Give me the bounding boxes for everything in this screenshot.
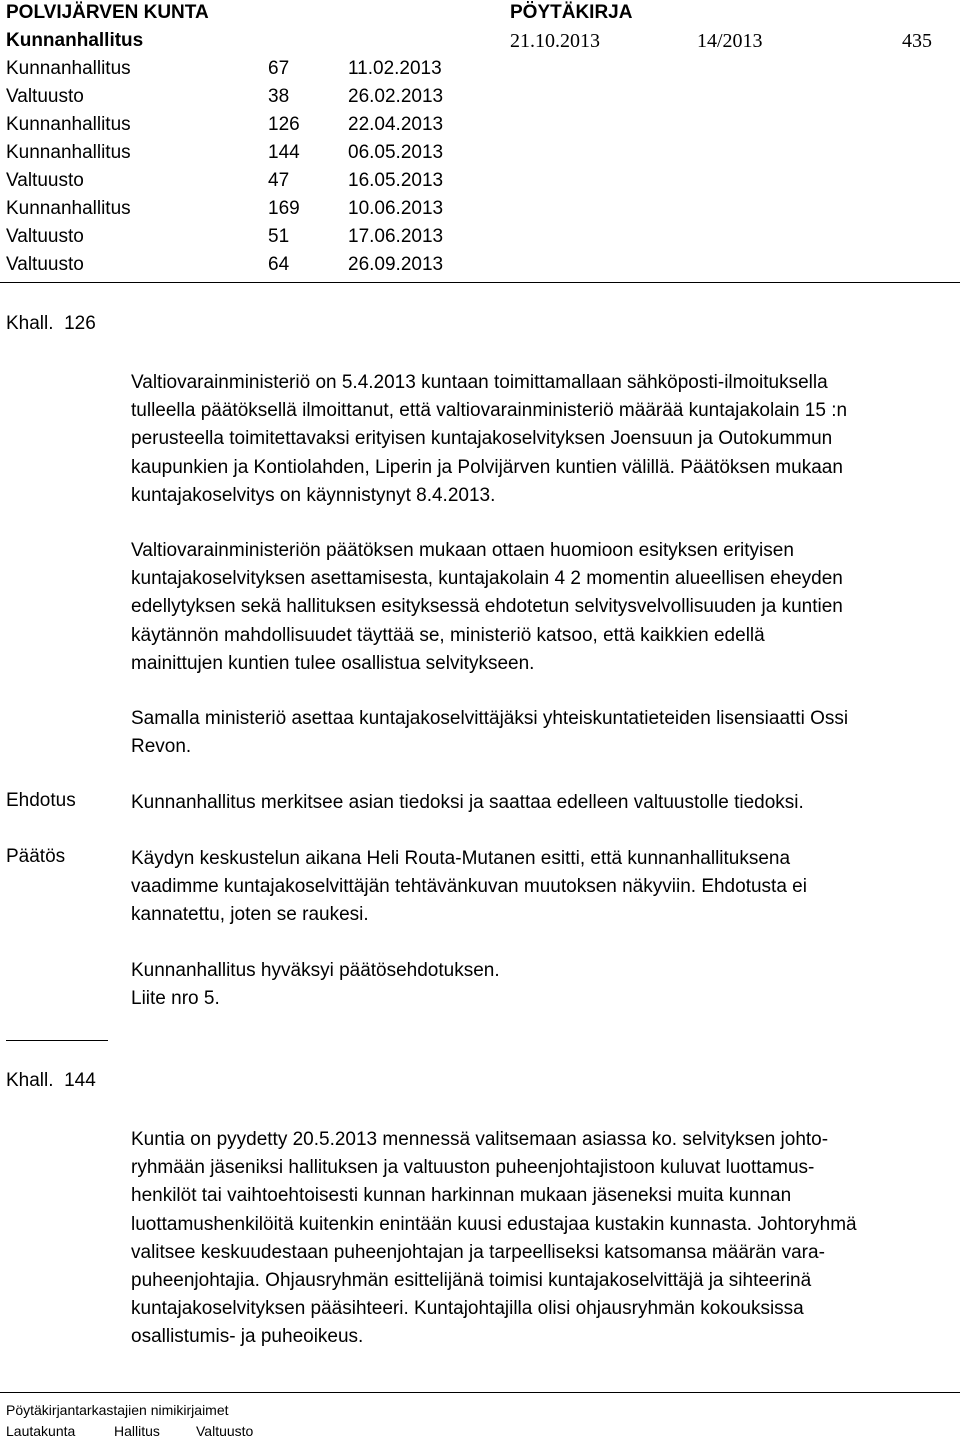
text-line: Valtiovarainministeriö on 5.4.2013 kuntaan toimittamallaan sähköposti-ilmoituksella: [131, 372, 828, 393]
text-line: kuntajakoselvityksen asettamisesta, kuntajakolain 4 2 momentin alueellisen eheyden: [131, 568, 843, 590]
ehdotus-label: Ehdotus: [6, 790, 76, 811]
history-section: 51: [268, 226, 290, 247]
text-line: luottamushenkilöitä kuitenkin enintään kuusi edustajaa kustakin kunnasta. Johtoryhmä: [131, 1213, 857, 1235]
text-line: henkilöt tai vaihtoehtoisesti kunnan harkinnan mukaan jäseneksi muita kunnan: [131, 1185, 792, 1207]
text-line: kaupunkien ja Kontiolahden, Liperin ja Polvijärven kuntien välillä. Päätöksen mukaan: [131, 456, 843, 478]
ehdotus-text: [131, 789, 951, 817]
paatos-label: Päätös: [6, 846, 66, 867]
body-name: Kunnanhallitus: [6, 30, 144, 51]
history-section: 169: [268, 198, 300, 219]
history-section: 67: [268, 58, 290, 79]
history-date: 26.09.2013: [348, 254, 444, 275]
history-organ: Valtuusto: [6, 226, 84, 247]
text-line: Samalla ministeriö asettaa kuntajakoselvittäjäksi yhteiskuntatieteiden lisensiaatti Ossi: [131, 708, 849, 729]
paragraph-126-2: [131, 537, 951, 678]
text-line: Liite nro 5.: [131, 988, 220, 1010]
footer-title: Pöytäkirjantarkastajien nimikirjaimet: [6, 1402, 229, 1418]
header-divider: [0, 282, 960, 283]
text-line: Revon.: [131, 736, 192, 758]
history-organ: Kunnanhallitus: [6, 58, 131, 79]
text-line: perusteella toimitettavaksi erityisen kuntajakoselvityksen Joensuun ja Outokummun: [131, 428, 833, 450]
meeting-date: 21.10.2013: [510, 30, 600, 52]
text-line: Valtiovarainministeriön päätöksen mukaan ottaen huomioon esityksen erityisen: [131, 540, 794, 561]
history-section: 126: [268, 114, 300, 135]
footer-divider: [0, 1392, 960, 1393]
history-date: 16.05.2013: [348, 170, 444, 191]
text-line: kannatettu, joten se raukesi.: [131, 904, 369, 926]
history-date: 11.02.2013: [348, 58, 442, 79]
paragraph-144-1: [131, 1126, 951, 1352]
history-date: 10.06.2013: [348, 198, 444, 219]
text-line: mainittujen kuntien tulee osallistua selvitykseen.: [131, 652, 535, 674]
paragraph-126-1: [131, 369, 951, 510]
history-section: 38: [268, 86, 290, 107]
paatos-paragraph-2: [131, 957, 951, 1013]
footer-col-valtuusto: Valtuusto: [196, 1423, 254, 1439]
section-label-144: Khall. 144: [6, 1070, 96, 1091]
paatos-paragraph-1: [131, 845, 951, 930]
history-section: 144: [268, 142, 300, 163]
history-organ: Valtuusto: [6, 86, 84, 107]
history-date: 06.05.2013: [348, 142, 444, 163]
history-section: 47: [268, 170, 290, 191]
text-line: käytännön mahdollisuudet täyttää se, ministeriö katsoo, että kaikkien edellä: [131, 624, 765, 646]
text-line: osallistumis- ja puheoikeus.: [131, 1326, 364, 1348]
text-line: Kunnanhallitus merkitsee asian tiedoksi ja saattaa edelleen valtuustolle tiedoksi.: [131, 792, 804, 813]
text-line: edellytyksen sekä hallituksen esityksessä ehdotetun selvitysvelvollisuuden ja kuntien: [131, 596, 843, 618]
text-line: valitsee keskuudestaan puheenjohtajan ja tarpeelliseksi katsomansa määrän vara-: [131, 1241, 825, 1263]
history-date: 22.04.2013: [348, 114, 444, 135]
history-organ: Kunnanhallitus: [6, 114, 131, 135]
text-line: kuntajakoselvitys on käynnistynyt 8.4.2013.: [131, 484, 496, 506]
text-line: ryhmään jäseniksi hallituksen ja valtuuston puheenjohtajistoon kuluvat luottamus-: [131, 1157, 815, 1179]
org-name: POLVIJÄRVEN KUNTA: [6, 2, 209, 23]
history-section: 64: [268, 254, 290, 275]
text-line: vaadimme kuntajakoselvittäjän tehtävänkuvan muutoksen näkyviin. Ehdotusta ei: [131, 876, 807, 898]
text-line: kuntajakoselvityksen pääsihteeri. Kuntajohtajilla olisi ohjausryhmän kokouksissa: [131, 1298, 804, 1320]
history-organ: Kunnanhallitus: [6, 142, 131, 163]
history-date: 17.06.2013: [348, 226, 444, 247]
doc-type: PÖYTÄKIRJA: [510, 2, 633, 23]
text-line: Käydyn keskustelun aikana Heli Routa-Mutanen esitti, että kunnanhallituksena: [131, 848, 791, 869]
text-line: tulleella päätöksellä ilmoittanut, että valtiovarainministeriö määrää kuntajakolain 15 :n: [131, 400, 848, 422]
text-line: puheenjohtajia. Ohjausryhmän esittelijänä toimisi kuntajakoselvittäjä ja sihteerinä: [131, 1270, 812, 1292]
history-organ: Valtuusto: [6, 170, 84, 191]
history-organ: Kunnanhallitus: [6, 198, 131, 219]
history-organ: Valtuusto: [6, 254, 84, 275]
footer-col-lautakunta: Lautakunta: [6, 1423, 76, 1439]
section-label-126: Khall. 126: [6, 313, 96, 334]
history-date: 26.02.2013: [348, 86, 444, 107]
page-number: 435: [902, 30, 932, 52]
paragraph-126-3: [131, 705, 951, 761]
text-line: Kunnanhallitus hyväksyi päätösehdotuksen.: [131, 960, 500, 981]
meeting-number: 14/2013: [697, 30, 763, 52]
text-line: Kuntia on pyydetty 20.5.2013 mennessä valitsemaan asiassa ko. selvityksen johto-: [131, 1129, 829, 1150]
section-separator: [6, 1040, 108, 1041]
footer-col-hallitus: Hallitus: [114, 1423, 160, 1439]
